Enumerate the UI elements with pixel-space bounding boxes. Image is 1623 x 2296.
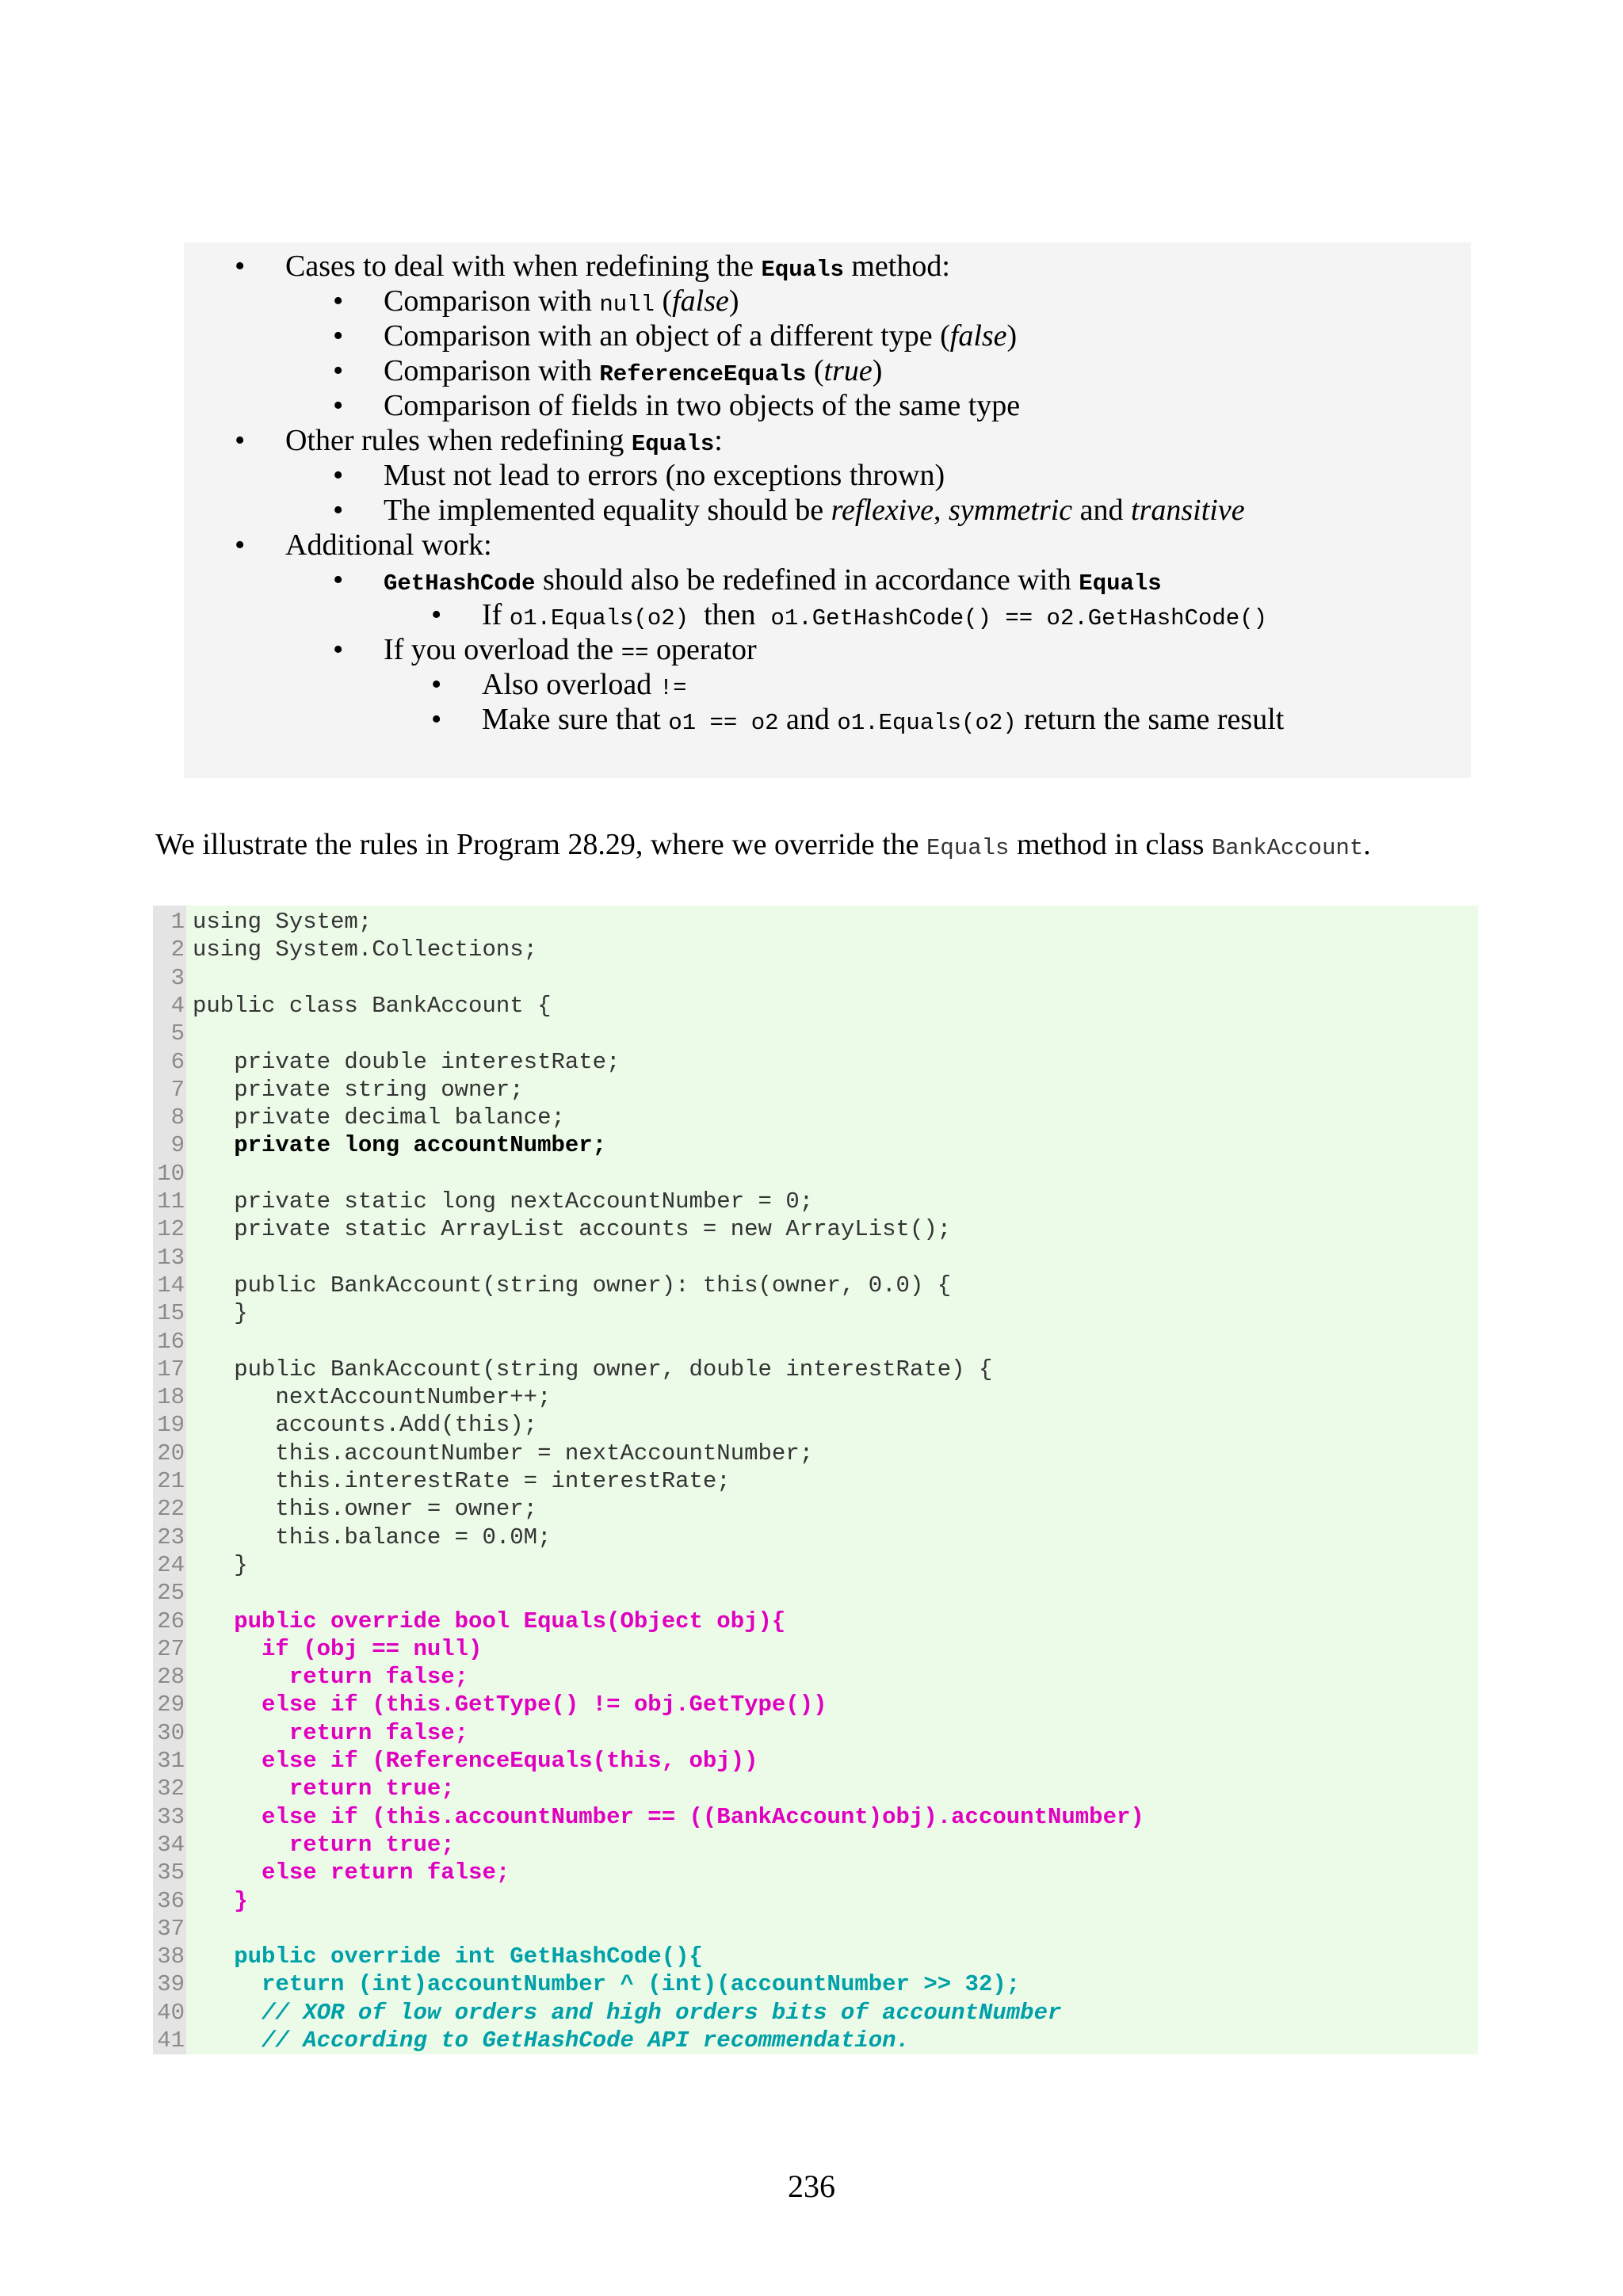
line-number: 33 (157, 1803, 185, 1830)
line-number: 9 (170, 1132, 185, 1159)
line-number: 4 (170, 992, 185, 1019)
line-number: 6 (170, 1048, 185, 1075)
intro-paragraph: We illustrate the rules in Program 28.29, where we override the Equals method in class BankAccount. (155, 828, 1371, 861)
line-number: 28 (157, 1664, 185, 1691)
code-line: public BankAccount(string owner, double interestRate) { (193, 1356, 993, 1383)
code-line: private static long nextAccountNumber = 0; (193, 1188, 814, 1215)
code-line: } (193, 1887, 248, 1914)
line-number: 30 (157, 1719, 185, 1746)
line-number: 41 (157, 2027, 185, 2054)
code-line: this.balance = 0.0M; (193, 1524, 552, 1550)
line-number: 34 (157, 1831, 185, 1858)
code-line: return false; (193, 1664, 469, 1691)
line-number: 25 (157, 1580, 185, 1607)
code-line: nextAccountNumber++; (193, 1384, 552, 1411)
line-number: 19 (157, 1412, 185, 1439)
code-line: else if (this.accountNumber == ((BankAccount)obj).accountNumber) (193, 1803, 1144, 1830)
code-line: using System.Collections; (193, 936, 538, 963)
code-line: private decimal balance; (193, 1104, 565, 1131)
line-number: 22 (157, 1496, 185, 1523)
code-line: else return false; (193, 1859, 510, 1886)
line-number: 38 (157, 1943, 185, 1970)
line-number: 17 (157, 1356, 185, 1383)
code-listing (153, 906, 1478, 2054)
code-line: return false; (193, 1719, 469, 1746)
code-line: // XOR of low orders and high orders bits of accountNumber (193, 1999, 1062, 2026)
line-number-gutter (153, 906, 186, 2054)
code-line: this.accountNumber = nextAccountNumber; (193, 1440, 814, 1466)
line-number: 36 (157, 1887, 185, 1914)
line-number: 11 (157, 1188, 185, 1215)
page-number: 236 (788, 2168, 835, 2204)
line-number: 24 (157, 1551, 185, 1578)
line-number: 14 (157, 1272, 185, 1299)
line-number: 16 (157, 1328, 185, 1355)
summary-box: • Cases to deal with when redefining the Equals method: • Comparison with null (false) • Comparison with an object of a different type (false) • Comparison with ReferenceEquals (true) • Comparison of fields in two objects of the same type • Other rules when redefining Equals: • Must not lead to errors (no exceptions thrown) • The implemented equality should be reflexive, symmetric and transitive • Additional work: • GetHashCode should also be redefined in accordance with Equals • If o1.Equals(o2) then o1.GetHashCode() == o2.GetHashCode() • If you overload the == operator • Also overload != • Make sure that o1 == o2 and o1.Equals(o2) return the same result (184, 242, 1471, 778)
line-number: 23 (157, 1524, 185, 1550)
line-number: 40 (157, 1999, 185, 2026)
code-line: public BankAccount(string owner): this(owner, 0.0) { (193, 1272, 952, 1299)
line-number: 39 (157, 1971, 185, 1998)
line-number: 7 (170, 1076, 185, 1103)
line-number: 29 (157, 1691, 185, 1718)
code-line: // According to GetHashCode API recommendation. (193, 2027, 910, 2054)
line-number: 2 (170, 936, 185, 963)
line-number: 1 (170, 909, 185, 935)
line-number: 5 (170, 1020, 185, 1047)
line-number: 32 (157, 1775, 185, 1802)
code-line: private double interestRate; (193, 1048, 621, 1075)
line-number: 13 (157, 1244, 185, 1271)
code-line: this.interestRate = interestRate; (193, 1468, 731, 1494)
code-line: public override int GetHashCode(){ (193, 1943, 703, 1970)
line-number: 21 (157, 1468, 185, 1494)
code-line: private long accountNumber; (193, 1132, 607, 1159)
line-number: 26 (157, 1608, 185, 1634)
code-line: } (193, 1551, 248, 1578)
code-line: this.owner = owner; (193, 1496, 538, 1523)
code-line: public class BankAccount { (193, 992, 552, 1019)
code-line: } (193, 1300, 248, 1327)
line-number: 3 (170, 964, 185, 991)
code-line: accounts.Add(this); (193, 1412, 538, 1439)
line-number: 37 (157, 1915, 185, 1942)
line-number: 31 (157, 1748, 185, 1774)
line-number: 12 (157, 1216, 185, 1243)
code-line: else if (ReferenceEquals(this, obj)) (193, 1748, 758, 1774)
line-number: 8 (170, 1104, 185, 1131)
line-number: 20 (157, 1440, 185, 1466)
line-number: 18 (157, 1384, 185, 1411)
line-number: 27 (157, 1635, 185, 1662)
code-line: return (int)accountNumber ^ (int)(accountNumber >> 32); (193, 1971, 1021, 1998)
code-line: private string owner; (193, 1076, 524, 1103)
line-number: 10 (157, 1160, 185, 1187)
code-line: if (obj == null) (193, 1635, 483, 1662)
line-number: 35 (157, 1859, 185, 1886)
line-number: 15 (157, 1300, 185, 1327)
code-line: return true; (193, 1831, 455, 1858)
code-line: using System; (193, 909, 372, 935)
code-line: else if (this.GetType() != obj.GetType()) (193, 1691, 827, 1718)
code-line: return true; (193, 1775, 455, 1802)
code-line: private static ArrayList accounts = new ArrayList(); (193, 1216, 952, 1243)
code-line: public override bool Equals(Object obj){ (193, 1608, 786, 1634)
